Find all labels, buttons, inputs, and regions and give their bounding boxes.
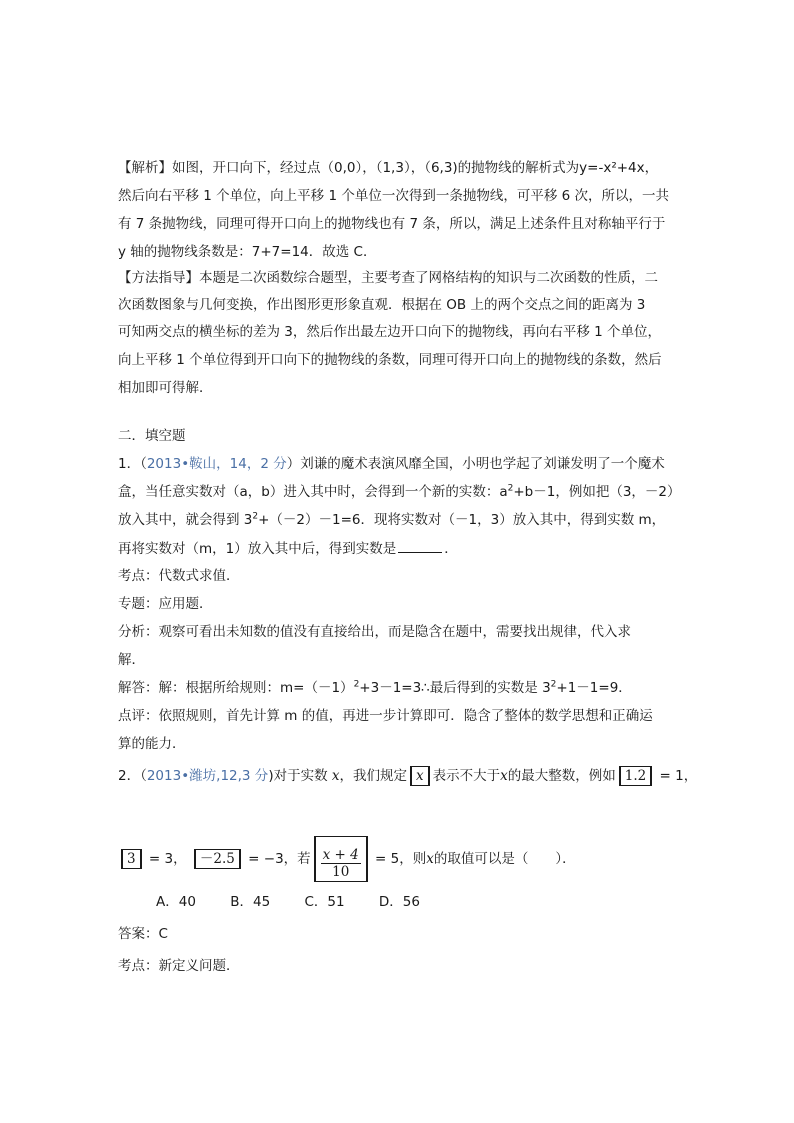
q2-text: = 1， [655,768,698,784]
q2-text: 表示不大于 [432,768,501,784]
method-line-5: 相加即可得解． [118,380,213,396]
q1-line-3 [118,510,665,530]
floor-fraction [314,836,368,882]
q1-jieda [118,678,632,698]
q2-var: x [500,768,508,784]
q1-text: +3－1=3∴最后得到的实数是 3 [359,680,551,696]
q1-dianping-2: 算的能力． [118,736,186,752]
q1-sup: 2 [252,511,259,522]
method-line-3: 可知两交点的横坐标的差为 3，然后作出最左边开口向下的抛物线，再向右平移 1 个单位， [118,324,662,340]
q2-kaodian: 考点：新定义问题． [118,958,240,974]
q1-text: +1－1=9． [556,680,632,696]
q1-line-1 [118,454,665,474]
method-line-2: 次函数图象与几何变换，作出图形更形象直观．根据在 OB 上的两个交点之间的距离为 3 [118,297,646,313]
floor-bracket: 1.2 [619,766,652,786]
q2-number: 2．（ [118,768,147,784]
fraction-denominator: 10 [332,864,350,880]
analysis-line-1: 【解析】如图，开口向下，经过点（0,0），（1,3），（6,3)的抛物线的解析式为y=-x²+4x， [118,160,659,176]
analysis-line-4: y 轴的抛物线条数是：7+7=14．故选 C． [118,244,377,260]
q1-kaodian: 考点：代数式求值． [118,568,240,584]
q1-sup: 2 [507,483,514,494]
q2-text: 的最大整数，例如 [507,768,616,784]
option-a: A．40 [156,894,196,910]
q2-text: = 3， [144,851,187,867]
q2-text: = −3，若 [243,851,311,867]
floor-bracket: 3 [121,849,142,869]
q2-answer: 答案：C [118,926,168,942]
q2-text: 的取值可以是（ ）． [433,851,576,867]
section-title: 二．填空题 [118,428,186,444]
q1-line-2 [118,482,681,502]
q1-number: 1．（ [118,456,147,472]
q2-line-2 [118,836,576,880]
q1-line-4 [118,538,458,558]
q1-sup: 2 [550,679,557,690]
q2-text: ，我们规定 [339,768,407,784]
q2-var: x [426,851,434,867]
q2-line-1 [118,766,697,786]
q1-text: 放入其中，就会得到 3 [118,512,253,528]
fraction-numerator: x + 4 [322,847,359,863]
q1-zhuanti: 专题：应用题． [118,596,213,612]
method-line-1: 【方法指导】本题是二次函数综合题型，主要考查了网格结构的知识与二次函数的性质，二 [118,270,658,286]
q2-var: x [331,768,340,784]
q1-text: 解答：解：根据所给规则：m=（－1） [118,680,354,696]
q1-text: ． [444,541,458,557]
q1-text: +b－1，例如把（3，－2） [513,484,681,500]
floor-bracket: x [410,766,430,786]
option-c: C．51 [304,894,345,910]
q2-text: )对于实数 [268,768,332,784]
q1-dianping-1: 点评：依照规则，首先计算 m 的值，再进一步计算即可．隐含了整体的数学思想和正确运 [118,708,653,724]
floor-bracket: －2.5 [194,849,241,869]
q2-text: = 5，则 [370,851,427,867]
analysis-line-3: 有 7 条抛物线，同理可得开口向上的抛物线也有 7 条，所以，满足上述条件且对称轴平行于 [118,216,666,232]
option-d: D．56 [378,894,420,910]
method-line-4: 向上平移 1 个单位得到开口向下的抛物线的条数，同理可得开口向上的抛物线的条数，然后 [118,352,662,368]
q1-text: +（－2）－1=6．现将实数对（－1，3）放入其中，得到实数 m， [258,512,666,528]
q2-source: 2013•潍坊,12,3 分 [146,768,269,784]
q1-text: ）刘谦的魔术表演风靡全国，小明也学起了刘谦发明了一个魔术 [286,456,665,472]
option-b: B．45 [230,894,271,910]
q2-options [156,892,450,912]
q1-text: 再将实数对（m，1）放入其中后，得到实数是 [118,541,397,557]
q1-fenxi-1: 分析：观察可看出未知数的值没有直接给出，而是隐含在题中，需要找出规律，代入求 [118,624,631,640]
q1-source: 2013•鞍山，14，2 分 [146,456,287,472]
q1-sup: 2 [353,679,360,690]
q1-fenxi-2: 解． [118,652,145,668]
answer-blank [398,538,442,553]
q1-text: 盒，当任意实数对（a，b）进入其中时，会得到一个新的实数：a [118,484,508,500]
analysis-line-2: 然后向右平移 1 个单位，向上平移 1 个单位一次得到一条抛物线，可平移 6 次，所以，一共 [118,188,670,204]
